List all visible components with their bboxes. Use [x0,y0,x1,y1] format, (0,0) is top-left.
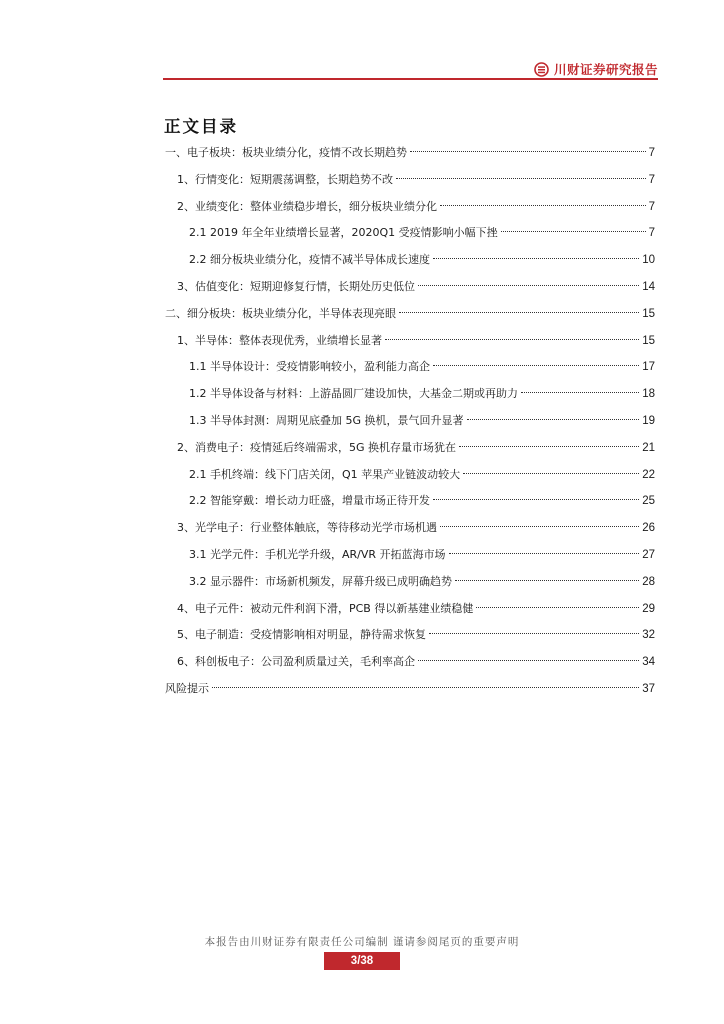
toc-dot-leader [396,178,646,179]
toc-entry-label: 1.1 半导体设计：受疫情影响较小，盈利能力高企 [189,360,430,374]
toc-dot-leader [476,607,639,608]
toc-entry-label: 1.3 半导体封测：周期见底叠加 5G 换机，景气回升显著 [189,413,464,427]
toc-entry[interactable] [165,354,655,381]
toc-entry-page: 32 [642,629,655,642]
page-number-badge: 3/38 [324,952,400,970]
toc-entry-label: 一、电子板块：板块业绩分化，疫情不改长期趋势 [165,146,407,159]
toc-entry-label: 5、电子制造：受疫情影响相对明显，静待需求恢复 [177,628,426,642]
toc-dot-leader [433,365,639,366]
toc-entry[interactable] [165,435,655,462]
toc-entry[interactable] [165,408,655,435]
toc-entry-page: 26 [642,522,655,535]
toc-entry-page: 19 [642,414,655,427]
toc-entry-label: 1.2 半导体设备与材料：上游晶圆厂建设加快，大基金二期或再助力 [189,387,518,401]
toc-entry-label: 3、估值变化：短期迎修复行情，长期处历史低位 [177,279,415,293]
toc-dot-leader [455,580,639,581]
toc-dot-leader [440,526,639,527]
toc-entry[interactable] [165,167,655,194]
toc-entry-label: 3.1 光学元件：手机光学升级，AR/VR 开拓蓝海市场 [189,547,446,561]
toc-dot-leader [449,553,640,554]
toc-entry[interactable] [165,515,655,542]
toc-entry-page: 7 [648,173,655,186]
toc-title: 正文目录 [164,117,238,136]
toc-dot-leader [463,473,639,474]
toc-entry-page: 27 [642,548,655,561]
toc-entry-page: 7 [648,200,655,213]
toc-entry-page: 17 [642,361,655,374]
toc-dot-leader [501,231,646,232]
toc-entry[interactable] [165,301,655,328]
toc-entry[interactable] [165,596,655,623]
toc-dot-leader [459,446,639,447]
toc-entry-label: 2、消费电子：疫情延后终端需求，5G 换机存量市场犹在 [177,440,457,454]
toc-entry-page: 29 [642,602,655,615]
toc-entry-label: 1、行情变化：短期震荡调整，长期趋势不改 [177,172,393,186]
toc-entry-page: 10 [642,254,655,267]
toc-entry[interactable] [165,676,655,703]
toc-entry[interactable] [165,462,655,489]
toc-entry-label: 3.2 显示器件：市场新机频发，屏幕升级已成明确趋势 [189,574,452,588]
toc-entry-label: 2.1 2019 年全年业绩增长显著，2020Q1 受疫情影响小幅下挫 [189,226,498,240]
toc-dot-leader [418,285,639,286]
toc-entry-label: 2、业绩变化：整体业绩稳步增长，细分板块业绩分化 [177,199,437,213]
toc-dot-leader [521,392,639,393]
toc-entry-page: 37 [642,682,655,695]
toc-entry-label: 二、细分板块：板块业绩分化，半导体表现亮眼 [165,306,396,320]
toc-dot-leader [467,419,640,420]
toc-entry[interactable] [165,220,655,247]
toc-entry[interactable] [165,542,655,569]
toc-entry-page: 7 [648,227,655,240]
toc-entry[interactable] [165,488,655,515]
toc-dot-leader [385,339,639,340]
toc-entry[interactable] [165,194,655,221]
toc-entry[interactable] [165,274,655,301]
toc-entry-label: 4、电子元件：被动元件利润下滑，PCB 得以新基建业绩稳健 [177,601,474,615]
brand-logo-icon [534,62,549,77]
toc-dot-leader [418,660,639,661]
toc-entry-label: 1、半导体：整体表现优秀，业绩增长显著 [177,333,382,347]
toc-entry-page: 22 [642,468,655,481]
toc-dot-leader [429,633,639,634]
toc-dot-leader [410,151,646,152]
toc-entry-label: 2.2 细分板块业绩分化，疫情不减半导体成长速度 [189,253,430,267]
toc-dot-leader [433,258,639,259]
toc-entry-page: 7 [648,147,655,159]
toc-entry-page: 21 [642,441,655,454]
toc-entry[interactable] [165,622,655,649]
toc-entry[interactable] [165,140,655,167]
toc-entry[interactable] [165,328,655,355]
toc-entry-label: 2.2 智能穿戴：增长动力旺盛，增量市场正待开发 [189,494,430,508]
toc-entry-page: 25 [642,495,655,508]
toc-entry-label: 风险提示 [165,681,209,695]
toc-list [165,140,655,703]
toc-entry-page: 34 [642,656,655,669]
toc-dot-leader [399,312,639,313]
toc-dot-leader [212,687,639,688]
toc-entry-page: 28 [642,575,655,588]
header-divider [163,78,658,80]
toc-entry-page: 14 [642,280,655,293]
brand-name: 川财证券研究报告 [553,62,658,77]
footer-disclaimer: 本报告由川财证券有限责任公司编制 谨请参阅尾页的重要声明 [204,936,520,948]
toc-entry[interactable] [165,247,655,274]
toc-entry-page: 15 [642,307,655,320]
toc-entry-label: 2.1 手机终端：线下门店关闭，Q1 苹果产业链波动较大 [189,467,461,481]
toc-entry[interactable] [165,569,655,596]
header-brand [534,60,658,78]
toc-entry[interactable] [165,649,655,676]
toc-dot-leader [433,499,639,500]
toc-entry-page: 15 [642,334,655,347]
toc-dot-leader [440,205,646,206]
toc-entry-label: 3、光学电子：行业整体触底，等待移动光学市场机遇 [177,521,437,535]
toc-entry-page: 18 [642,388,655,401]
toc-entry[interactable] [165,381,655,408]
toc-entry-label: 6、科创板电子：公司盈利质量过关，毛利率高企 [177,655,415,669]
